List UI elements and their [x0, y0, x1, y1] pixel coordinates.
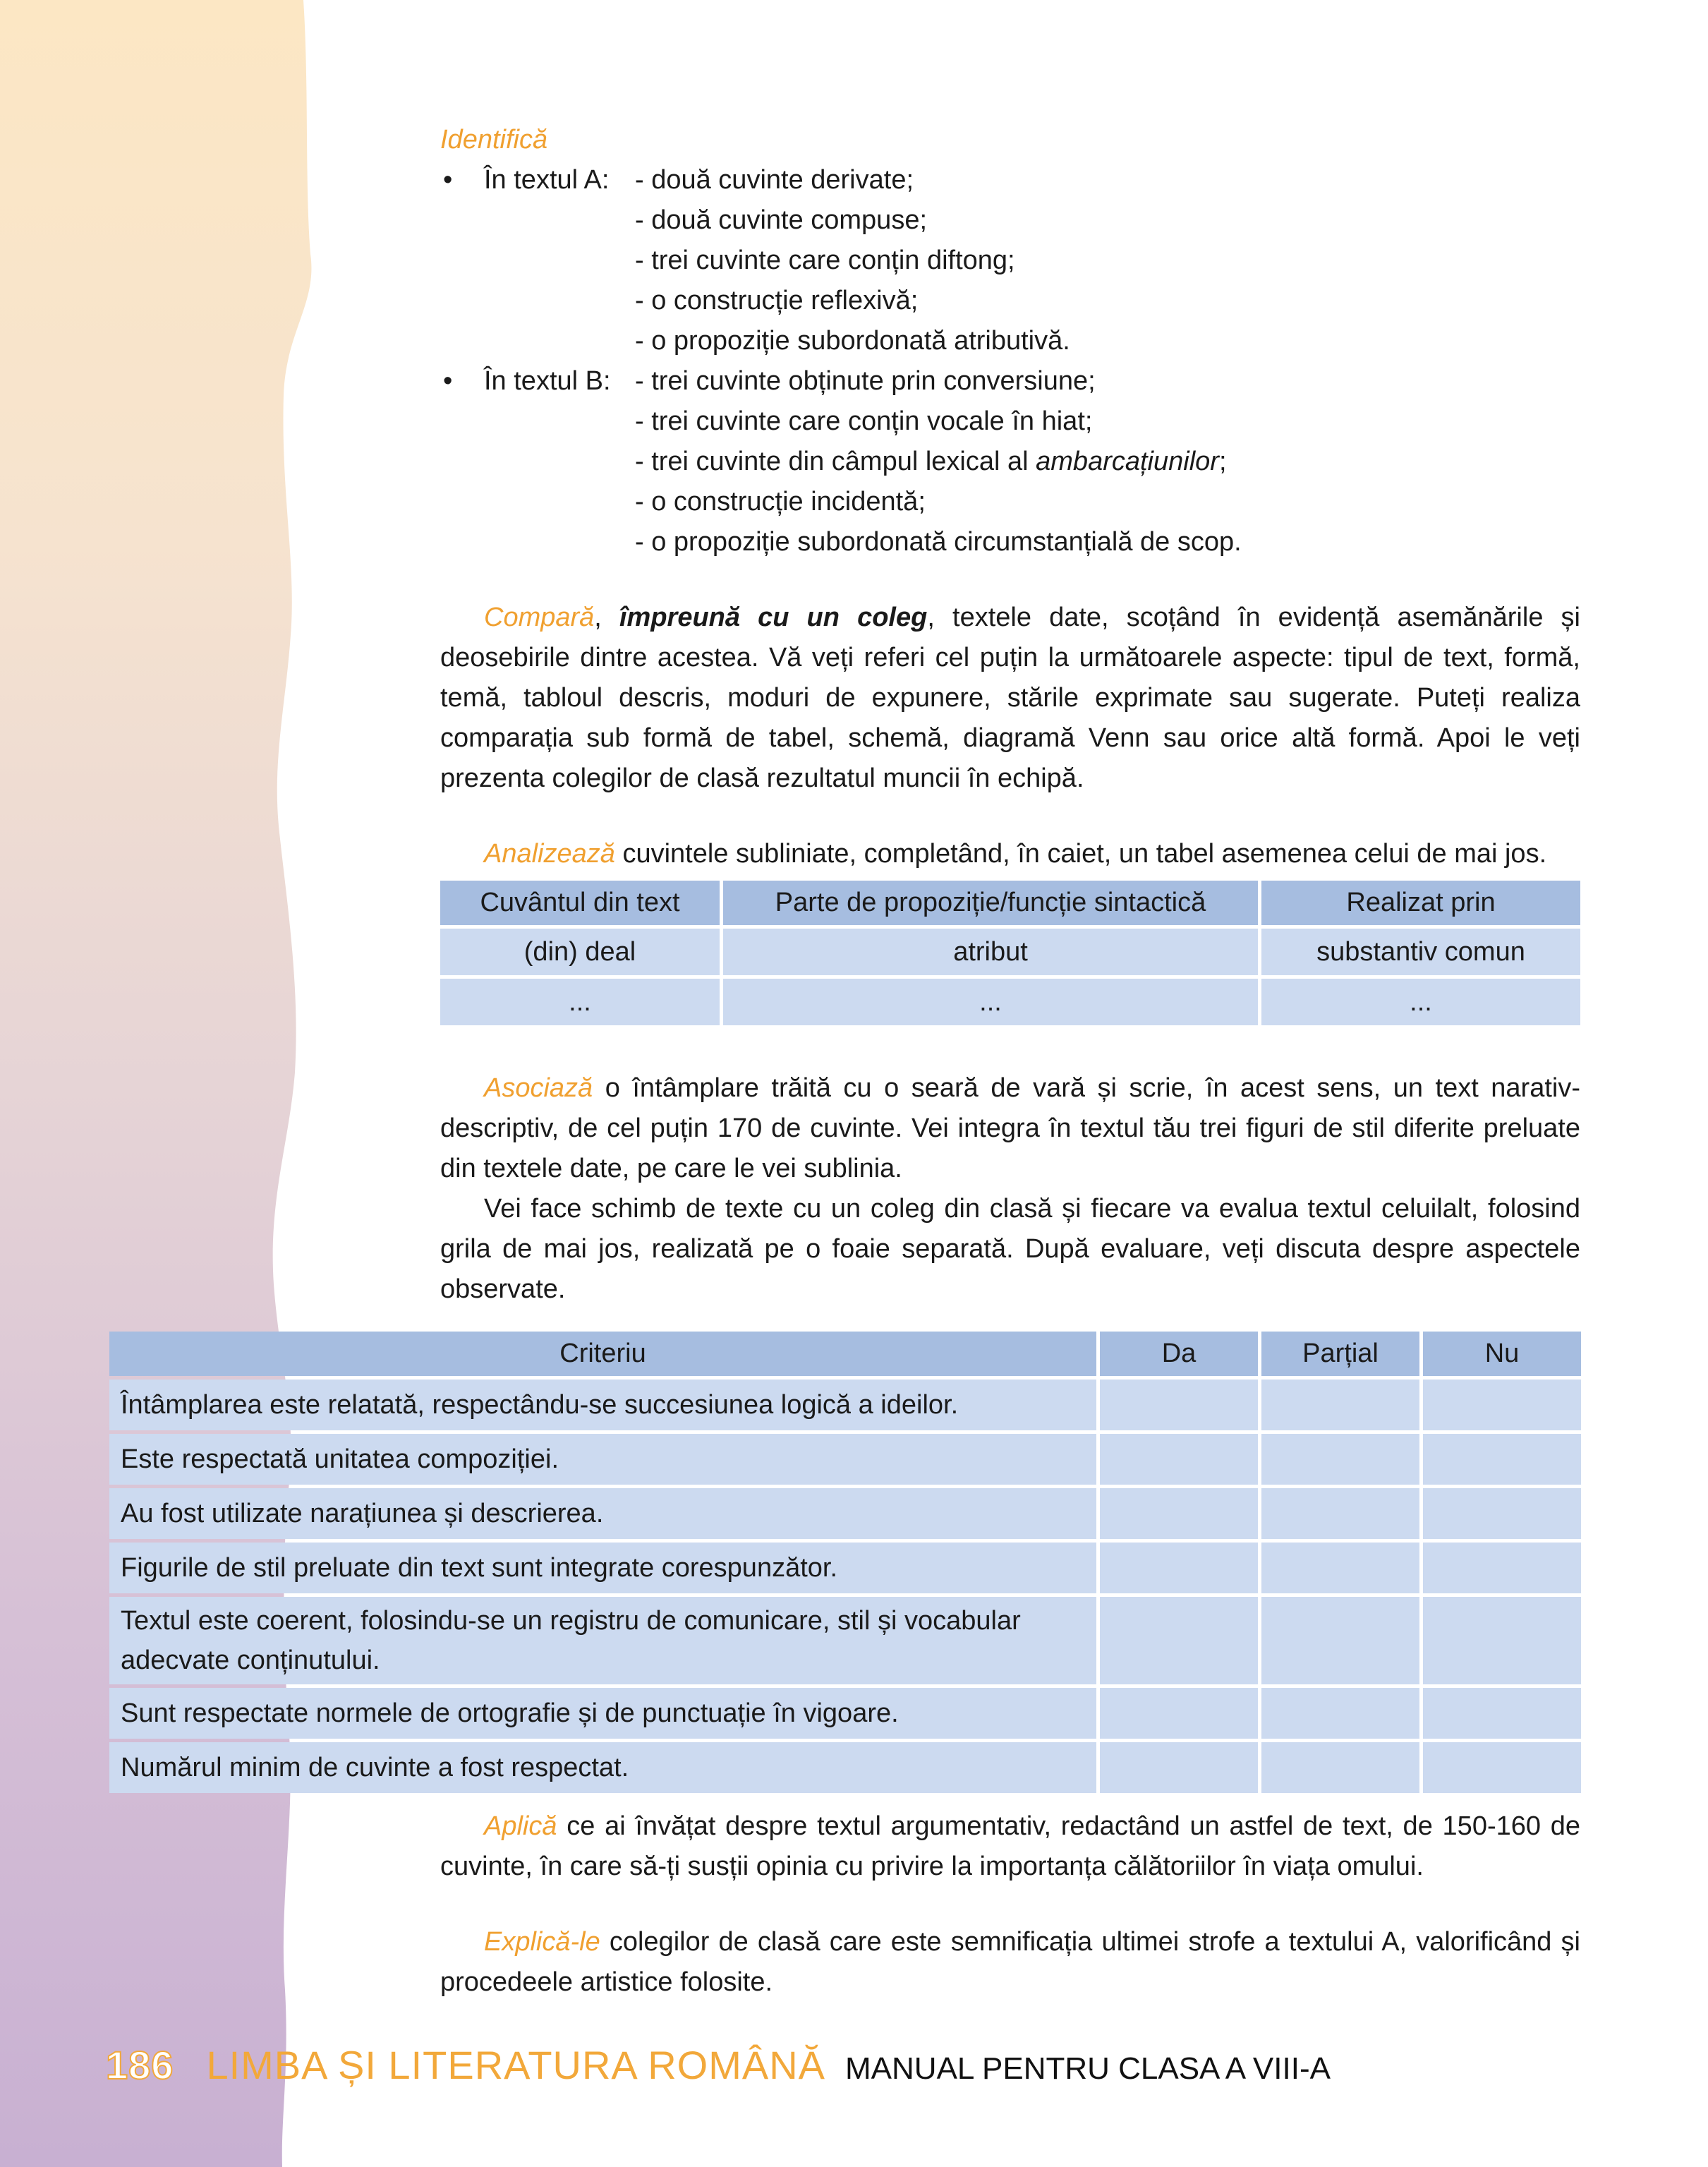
explica-text: colegilor de clasă care este semnificația ultimei strofe a textului A, valorificând și procedeele artistice folosite. [440, 1927, 1580, 1997]
page-footer [106, 2042, 1331, 2088]
paragraph-asociaza [440, 1068, 1580, 1189]
table-row [440, 929, 1580, 975]
verb-analizeaza: Analizează [484, 839, 615, 869]
list-item: - o propoziție subordonată circumstanțială de scop. [635, 527, 1242, 557]
subject-title: LIMBA ȘI LITERATURA ROMÂNĂ [206, 2043, 826, 2087]
checkbox-cell-partial[interactable] [1261, 1380, 1419, 1430]
table-row [109, 1434, 1581, 1485]
checkbox-cell-da[interactable] [1100, 1688, 1258, 1739]
table-header-row [440, 881, 1580, 925]
column-header: Nu [1423, 1332, 1581, 1376]
checkbox-cell-da[interactable] [1100, 1597, 1258, 1684]
checkbox-cell-nu[interactable] [1423, 1742, 1581, 1793]
criterion-cell: Este respectată unitatea compoziției. [109, 1434, 1096, 1485]
table-cell: ... [1261, 979, 1580, 1025]
list-item: - o construcție reflexivă; [635, 286, 919, 315]
verb-compara: Compară [484, 603, 595, 632]
bullet-label: În textul B: [484, 366, 611, 396]
checkbox-cell-da[interactable] [1100, 1488, 1258, 1539]
list-item-lexical [635, 442, 1580, 482]
table-row [109, 1543, 1581, 1593]
checkbox-cell-nu[interactable] [1423, 1688, 1581, 1739]
table-cell: ... [723, 979, 1258, 1025]
checkbox-cell-da[interactable] [1100, 1742, 1258, 1793]
paragraph-schimb: Vei face schimb de texte cu un coleg din clasă și fiecare va evalua textul celuilalt, folosind grila de mai jos, realizată pe o foaie separată. După evaluare, veți discuta despre aspectele observate. [440, 1194, 1580, 1304]
table-row [109, 1742, 1581, 1793]
list-item: - o construcție incidentă; [635, 487, 926, 517]
list-item: - două cuvinte derivate; [635, 165, 914, 195]
column-header: Criteriu [109, 1332, 1096, 1376]
column-header: Parte de propoziție/funcție sintactică [723, 881, 1258, 925]
emphasis-coleg: împreună cu un coleg [619, 603, 928, 632]
criterion-cell: Textul este coerent, folosindu-se un registru de comunicare, stil și vocabular adecvate conținutului. [109, 1597, 1096, 1684]
verb-explica: Explică-le [484, 1927, 600, 1957]
checkbox-cell-partial[interactable] [1261, 1543, 1419, 1593]
verb-identifica: Identifică [440, 125, 548, 155]
asociaza-text: o întâmplare trăită cu o seară de vară și scrie, în acest sens, un text narativ-descriptiv, de cel puțin 170 de cuvinte. Vei integra în textul tău trei figuri de stil diferite preluate din textele date, pe care le vei sublinia. [440, 1073, 1580, 1183]
table-cell: atribut [723, 929, 1258, 975]
criterion-cell: Sunt respectate normele de ortografie și de punctuație în vigoare. [109, 1688, 1096, 1739]
grid-header-row [109, 1332, 1581, 1376]
table-row [109, 1488, 1581, 1539]
decorative-side-band [0, 0, 339, 2167]
checkbox-cell-nu[interactable] [1423, 1380, 1581, 1430]
table-row [440, 979, 1580, 1025]
compara-text: , textele date, scoțând în evidență asemănările și deosebirile dintre acestea. Vă veți referi cel puțin la următoarele aspecte: tipul de text, formă, temă, tabloul descris, moduri de expunere, stările exprimate sau sugerate. Puteți realiza comparația sub formă de tabel, schemă, diagramă Venn sau orice altă formă. Apoi le veți prezenta colegilor de clasă rezultatul muncii în echipă. [440, 603, 1580, 793]
verb-aplica: Aplică [484, 1811, 557, 1841]
list-item: - trei cuvinte obținute prin conversiune; [635, 366, 1096, 396]
checkbox-cell-nu[interactable] [1423, 1434, 1581, 1485]
lexical-suffix: ; [1218, 447, 1227, 476]
paragraph-analizeaza [440, 834, 1580, 874]
aplica-text: ce ai învățat despre textul argumentativ, redactând un astfel de text, de 150-160 de cuvinte, în care să-ți susții opinia cu privire la importanța călătoriilor în viața omului. [440, 1811, 1580, 1881]
page-number: 186 [106, 2043, 174, 2087]
table-cell: ... [440, 979, 720, 1025]
checkbox-cell-da[interactable] [1100, 1380, 1258, 1430]
column-header: Parțial [1261, 1332, 1419, 1376]
table-row [109, 1688, 1581, 1739]
checkbox-cell-partial[interactable] [1261, 1434, 1419, 1485]
list-item: - o propoziție subordonată atributivă. [635, 326, 1070, 356]
checkbox-cell-partial[interactable] [1261, 1688, 1419, 1739]
paragraph-compara: Compară, împreună cu un coleg, textele date, scoțând în evidență asemănările și deosebirile dintre acestea. Vă veți referi cel puțin la următoarele aspecte: tipul de text, formă, temă, tabloul descris, moduri de expunere, stările exprimate sau sugerate. Puteți realiza comparația sub formă de tabel, schemă, diagramă Venn sau orice altă formă. Apoi le veți prezenta colegilor de clasă rezultatul muncii în echipă. [440, 603, 1580, 793]
lexical-prefix: - trei cuvinte din câmpul lexical al [635, 447, 1036, 476]
list-item: - trei cuvinte care conțin diftong; [635, 246, 1015, 275]
criterion-cell: Numărul minim de cuvinte a fost respectat. [109, 1742, 1096, 1793]
table-cell: (din) deal [440, 929, 720, 975]
table-cell: substantiv comun [1261, 929, 1580, 975]
lexical-word: ambarcațiunilor [1036, 447, 1219, 476]
checkbox-cell-da[interactable] [1100, 1543, 1258, 1593]
table-row [109, 1380, 1581, 1430]
checkbox-cell-nu[interactable] [1423, 1488, 1581, 1539]
evaluation-grid [106, 1328, 1585, 1797]
bullet-items [635, 361, 1580, 562]
column-header: Cuvântul din text [440, 881, 720, 925]
checkbox-cell-nu[interactable] [1423, 1543, 1581, 1593]
criterion-cell: Au fost utilizate narațiunea și descrierea. [109, 1488, 1096, 1539]
analysis-table [437, 877, 1584, 1029]
bullet-items [635, 160, 1580, 361]
bullet-label: În textul A: [484, 165, 610, 195]
verb-asociaza: Asociază [484, 1073, 593, 1103]
column-header: Realizat prin [1261, 881, 1580, 925]
checkbox-cell-partial[interactable] [1261, 1488, 1419, 1539]
list-item: - două cuvinte compuse; [635, 205, 928, 235]
paragraph-aplica [440, 1806, 1580, 1887]
column-header: Da [1100, 1332, 1258, 1376]
main-content [440, 120, 1580, 1310]
bullet-text-b [440, 361, 1580, 562]
checkbox-cell-partial[interactable] [1261, 1742, 1419, 1793]
criterion-cell: Întâmplarea este relatată, respectându-se succesiunea logică a ideilor. [109, 1380, 1096, 1430]
bullet-text-a [440, 160, 1580, 361]
checkbox-cell-da[interactable] [1100, 1434, 1258, 1485]
checkbox-cell-nu[interactable] [1423, 1597, 1581, 1684]
table-row [109, 1597, 1581, 1684]
bullet-icon: • [443, 165, 453, 195]
checkbox-cell-partial[interactable] [1261, 1597, 1419, 1684]
bullet-icon: • [443, 366, 453, 396]
paragraph-explica [440, 1922, 1580, 2003]
criterion-cell: Figurile de stil preluate din text sunt integrate corespunzător. [109, 1543, 1096, 1593]
bottom-content [440, 1806, 1580, 2003]
manual-title: MANUAL PENTRU CLASA A VIII-A [845, 2051, 1331, 2086]
list-item: - trei cuvinte care conțin vocale în hiat; [635, 406, 1093, 436]
analizeaza-text: cuvintele subliniate, completând, în caiet, un tabel asemenea celui de mai jos. [614, 839, 1547, 869]
